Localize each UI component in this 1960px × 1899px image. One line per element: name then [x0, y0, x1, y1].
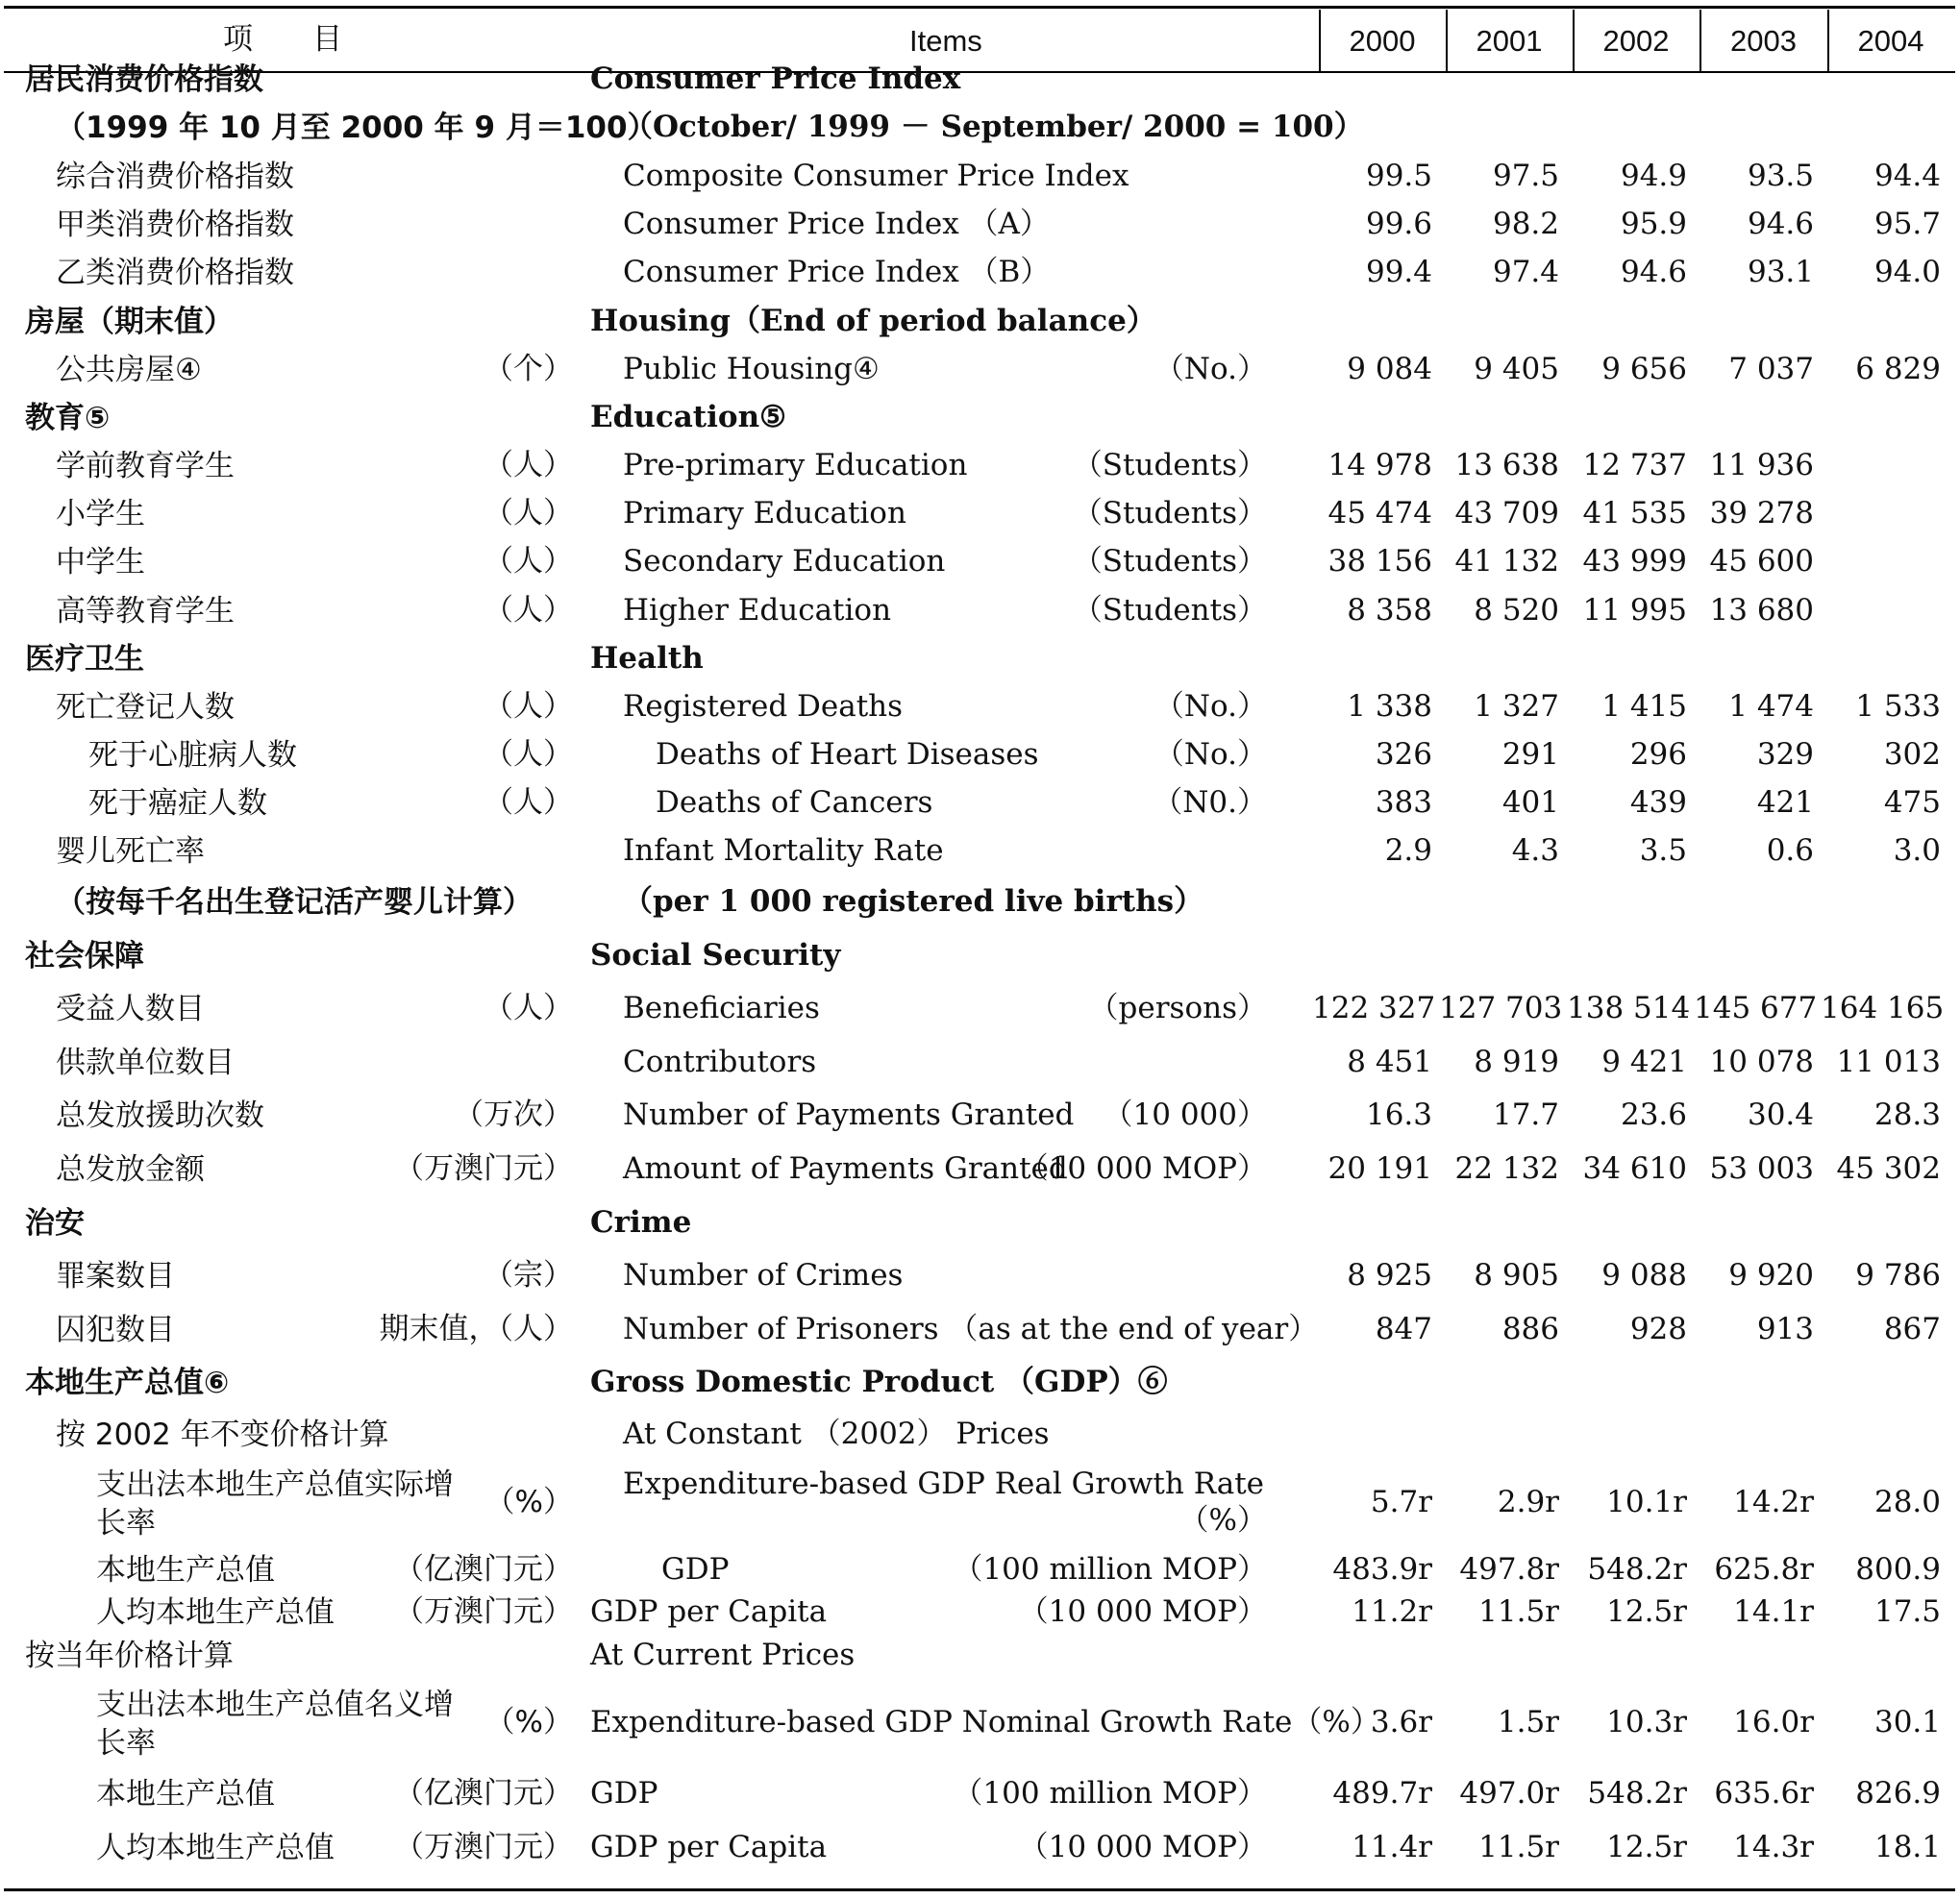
row-label-en: Number of Crimes: [623, 1258, 904, 1293]
row-unit-en: （Students）: [1072, 593, 1267, 628]
row-label-en: Health: [590, 641, 704, 676]
data-cell: 14.3r: [1733, 1830, 1814, 1864]
data-cell: 1 338: [1347, 689, 1432, 724]
row-unit-cn: （万澳门元）: [394, 1151, 573, 1186]
data-cell: 2.9: [1384, 833, 1432, 868]
row-unit-en: （10 000 MOP）: [1018, 1151, 1267, 1186]
data-cell: 94.9: [1620, 159, 1687, 193]
data-cell: 12 737: [1582, 448, 1687, 482]
row-unit-en: （persons）: [1088, 991, 1267, 1025]
row-label-cn: 供款单位数目: [56, 1046, 235, 1080]
data-cell: 329: [1756, 737, 1814, 772]
row-unit-cn: （人）: [484, 689, 573, 724]
row-label-en: Infant Mortality Rate: [623, 833, 944, 868]
data-cell: 7 037: [1728, 352, 1814, 386]
data-cell: 164 165: [1821, 991, 1945, 1025]
row-label-en: Composite Consumer Price Index: [623, 159, 1129, 193]
data-cell: 93.5: [1747, 159, 1814, 193]
data-cell: 14.1r: [1733, 1594, 1814, 1629]
data-cell: 1 474: [1728, 689, 1814, 724]
data-cell: 95.9: [1620, 207, 1687, 241]
data-cell: 8 451: [1347, 1045, 1432, 1079]
data-cell: 9 084: [1347, 352, 1432, 386]
row-label-cn: 受益人数目: [56, 992, 205, 1026]
row-label-cn: 医疗卫生: [25, 642, 144, 677]
row-label-cn: （按每千名出生登记活产婴儿计算）: [56, 885, 533, 920]
data-cell: 483.9r: [1332, 1552, 1432, 1587]
data-cell: 10 078: [1709, 1045, 1814, 1079]
data-cell: 13 638: [1454, 448, 1559, 482]
data-cell: 94.6: [1620, 255, 1687, 289]
data-cell: 41 132: [1454, 544, 1559, 579]
row-label-cn: 婴儿死亡率: [56, 834, 205, 869]
data-cell: 45 302: [1836, 1151, 1941, 1186]
row-label-en: GDP per Capita: [590, 1830, 828, 1864]
row-label-en: Pre-primary Education: [623, 448, 968, 482]
data-cell: 635.6r: [1714, 1776, 1814, 1811]
row-label-en: At Constant （2002） Prices: [623, 1417, 1050, 1451]
row-label-cn: 支出法本地生产总值名义增 长率: [96, 1688, 454, 1761]
row-label-en: Registered Deaths: [623, 689, 904, 724]
data-cell: 1 415: [1601, 689, 1687, 724]
data-cell: 383: [1375, 785, 1432, 820]
row-label-cn: 死亡登记人数: [56, 690, 235, 725]
data-cell: 302: [1883, 737, 1941, 772]
row-unit-cn: （万次）: [454, 1097, 573, 1132]
data-cell: 43 999: [1582, 544, 1687, 579]
data-cell: 39 278: [1709, 496, 1814, 530]
header-year: 2003: [1730, 24, 1797, 58]
row-label-cn: 教育⑤: [25, 401, 111, 435]
data-cell: 847: [1375, 1312, 1432, 1346]
row-label-en: Primary Education: [623, 496, 906, 530]
data-cell: 6 829: [1855, 352, 1941, 386]
data-cell: 17.5: [1873, 1594, 1941, 1629]
header-year: 2004: [1857, 24, 1924, 58]
data-cell: 11.5r: [1478, 1830, 1559, 1864]
row-label-cn: （1999 年 10 月至 2000 年 9 月＝100）: [56, 111, 657, 145]
data-cell: 13 680: [1709, 593, 1814, 628]
row-unit-cn: （万澳门元）: [394, 1594, 573, 1629]
data-cell: 497.8r: [1459, 1552, 1559, 1587]
row-label-en: Secondary Education: [623, 544, 946, 579]
data-cell: 53 003: [1709, 1151, 1814, 1186]
row-unit-cn: （人）: [484, 737, 573, 772]
data-cell: 99.6: [1365, 207, 1432, 241]
data-cell: 94.6: [1747, 207, 1814, 241]
data-cell: 9 786: [1855, 1258, 1941, 1293]
data-cell: 867: [1883, 1312, 1941, 1346]
data-cell: 11 995: [1582, 593, 1687, 628]
row-label-en: GDP: [590, 1776, 658, 1811]
row-unit-cn: （人）: [484, 496, 573, 530]
data-cell: 94.4: [1873, 159, 1941, 193]
row-unit-cn: （宗）: [484, 1258, 573, 1293]
row-label-en: Number of Prisoners （as at the end of year）: [623, 1312, 1319, 1346]
row-unit-cn: （亿澳门元）: [394, 1776, 573, 1811]
data-cell: 0.6: [1766, 833, 1814, 868]
data-cell: 16.0r: [1733, 1705, 1814, 1739]
data-cell: 45 474: [1327, 496, 1432, 530]
data-cell: 12.5r: [1606, 1594, 1687, 1629]
data-cell: 9 656: [1601, 352, 1687, 386]
row-unit-en: （10 000 MOP）: [1018, 1830, 1267, 1864]
row-unit-cn: （万澳门元）: [394, 1830, 573, 1864]
row-unit-en: （10 000 MOP）: [1018, 1594, 1267, 1629]
data-cell: 1 533: [1855, 689, 1941, 724]
row-label-en: Higher Education: [623, 593, 892, 628]
data-cell: 28.3: [1873, 1097, 1941, 1132]
header-rule: [4, 71, 1955, 73]
data-cell: 14 978: [1327, 448, 1432, 482]
row-label-cn: 支出法本地生产总值实际增 长率: [96, 1467, 454, 1541]
row-unit-cn: （人）: [484, 593, 573, 628]
data-cell: 439: [1629, 785, 1687, 820]
top-rule: [4, 6, 1955, 9]
data-cell: 497.0r: [1459, 1776, 1559, 1811]
row-unit-en: （10 000）: [1103, 1097, 1267, 1132]
data-cell: 12.5r: [1606, 1830, 1687, 1864]
header-year: 2002: [1602, 24, 1670, 58]
data-cell: 30.1: [1873, 1705, 1941, 1739]
row-label-cn: 总发放援助次数: [56, 1098, 264, 1133]
data-cell: 14.2r: [1733, 1485, 1814, 1519]
row-unit-cn: （个）: [484, 352, 573, 386]
data-cell: 401: [1501, 785, 1559, 820]
data-cell: 3.0: [1893, 833, 1941, 868]
row-label-cn: 学前教育学生: [56, 449, 235, 483]
row-label-cn: 中学生: [56, 545, 145, 580]
data-cell: 16.3: [1365, 1097, 1432, 1132]
data-cell: 3.5: [1639, 833, 1687, 868]
row-label-cn: 治安: [25, 1206, 85, 1241]
data-cell: 548.2r: [1587, 1776, 1687, 1811]
data-cell: 9 405: [1474, 352, 1559, 386]
row-label-cn: 社会保障: [25, 939, 144, 974]
row-label-cn: 本地生产总值: [96, 1777, 275, 1812]
row-unit-en: （No.）: [1154, 737, 1267, 772]
data-cell: 296: [1629, 737, 1687, 772]
data-cell: 94.0: [1873, 255, 1941, 289]
data-cell: 11 013: [1836, 1045, 1941, 1079]
data-cell: 3.6r: [1370, 1705, 1432, 1739]
row-unit-cn: （%）: [484, 1485, 573, 1519]
row-unit-en: （Students）: [1072, 448, 1267, 482]
data-cell: 99.4: [1365, 255, 1432, 289]
row-unit-cn: （人）: [484, 448, 573, 482]
row-unit-cn: （人）: [484, 991, 573, 1025]
row-label-en: Crime: [590, 1205, 692, 1240]
data-cell: 489.7r: [1332, 1776, 1432, 1811]
data-cell: 421: [1756, 785, 1814, 820]
row-label-en: Number of Payments Granted: [623, 1097, 1075, 1132]
data-cell: 2.9r: [1497, 1485, 1559, 1519]
data-cell: 11 936: [1709, 448, 1814, 482]
row-unit-cn: 期末值，（人）: [379, 1312, 573, 1346]
data-cell: 9 088: [1601, 1258, 1687, 1293]
data-cell: 22 132: [1454, 1151, 1559, 1186]
row-unit-cn: （亿澳门元）: [394, 1552, 573, 1587]
row-label-cn: 总发放金额: [56, 1152, 205, 1187]
row-label-en: Consumer Price Index （A）: [623, 207, 1050, 241]
row-label-cn: 按 2002 年不变价格计算: [56, 1418, 389, 1452]
data-cell: 8 905: [1474, 1258, 1559, 1293]
data-cell: 886: [1501, 1312, 1559, 1346]
row-label-cn: 本地生产总值: [96, 1553, 275, 1588]
row-label-en: Beneficiaries: [623, 991, 820, 1025]
row-label-en: Deaths of Cancers: [656, 785, 933, 820]
row-unit-cn: （人）: [484, 544, 573, 579]
row-label-cn: 高等教育学生: [56, 594, 235, 629]
data-cell: 548.2r: [1587, 1552, 1687, 1587]
data-cell: 17.7: [1492, 1097, 1559, 1132]
data-cell: 28.0: [1873, 1485, 1941, 1519]
data-cell: 9 421: [1601, 1045, 1687, 1079]
row-unit-cn: （%）: [484, 1705, 573, 1739]
data-cell: 826.9: [1855, 1776, 1941, 1811]
data-cell: 8 919: [1474, 1045, 1559, 1079]
data-cell: 23.6: [1620, 1097, 1687, 1132]
row-label-cn: 囚犯数目: [56, 1313, 175, 1347]
row-label-cn: 公共房屋④: [56, 353, 202, 387]
data-cell: 326: [1375, 737, 1432, 772]
row-label-en: At Current Prices: [590, 1638, 856, 1672]
row-label-en: Housing（End of period balance）: [590, 304, 1156, 338]
data-cell: 8 925: [1347, 1258, 1432, 1293]
data-cell: 138 514: [1567, 991, 1691, 1025]
data-cell: 800.9: [1855, 1552, 1941, 1587]
data-cell: 93.1: [1747, 255, 1814, 289]
row-unit-en: （Students）: [1072, 544, 1267, 579]
row-label-cn: 罪案数目: [56, 1259, 175, 1294]
data-cell: 38 156: [1327, 544, 1432, 579]
data-cell: 20 191: [1327, 1151, 1432, 1186]
data-cell: 11.2r: [1352, 1594, 1432, 1629]
data-cell: 1 327: [1474, 689, 1559, 724]
data-cell: 99.5: [1365, 159, 1432, 193]
data-cell: 43 709: [1454, 496, 1559, 530]
row-label-cn: 本地生产总值⑥: [25, 1366, 230, 1400]
data-cell: 1.5r: [1497, 1705, 1559, 1739]
data-cell: 30.4: [1747, 1097, 1814, 1132]
row-label-en: Expenditure-based GDP Real Growth Rate: [623, 1467, 1265, 1501]
row-label-en: Deaths of Heart Diseases: [656, 737, 1039, 772]
row-label-cn: 甲类消费价格指数: [56, 208, 294, 242]
row-label-cn: 人均本地生产总值: [96, 1595, 335, 1630]
data-cell: 10.1r: [1606, 1485, 1687, 1519]
header-items-en: Items: [909, 24, 982, 58]
data-cell: 8 520: [1474, 593, 1559, 628]
data-cell: 97.4: [1492, 255, 1559, 289]
data-cell: 97.5: [1492, 159, 1559, 193]
row-label-en: Education⑤: [590, 400, 786, 434]
row-label-en: Contributors: [623, 1045, 817, 1079]
row-label-cn: 乙类消费价格指数: [56, 256, 294, 290]
header-year: 2000: [1349, 24, 1416, 58]
row-label-cn: 小学生: [56, 497, 145, 531]
data-cell: 475: [1883, 785, 1941, 820]
data-cell: 127 703: [1439, 991, 1563, 1025]
data-cell: 8 358: [1347, 593, 1432, 628]
row-unit-en: （N0.）: [1153, 785, 1267, 820]
data-cell: 10.3r: [1606, 1705, 1687, 1739]
header-items-cn: 项 目: [223, 22, 342, 56]
row-unit-en: （%）: [1178, 1503, 1267, 1538]
data-cell: 11.4r: [1352, 1830, 1432, 1864]
row-label-en: （October/ 1999 － September/ 2000 = 100）: [623, 110, 1364, 144]
data-cell: 145 677: [1694, 991, 1818, 1025]
row-label-cn: 按当年价格计算: [25, 1639, 234, 1673]
data-cell: 34 610: [1582, 1151, 1687, 1186]
row-label-en: （per 1 000 registered live births）: [623, 884, 1204, 919]
data-cell: 625.8r: [1714, 1552, 1814, 1587]
row-unit-en: （100 million MOP）: [953, 1776, 1267, 1811]
row-label-en: Consumer Price Index: [590, 62, 961, 96]
row-label-cn: 房屋（期末值）: [25, 305, 234, 339]
row-label-cn: 综合消费价格指数: [56, 160, 294, 194]
data-cell: 41 535: [1582, 496, 1687, 530]
row-label-en: GDP per Capita: [590, 1594, 828, 1629]
row-label-cn: 死于癌症人数: [88, 786, 267, 821]
row-unit-en: （Students）: [1072, 496, 1267, 530]
row-label-en: Consumer Price Index （B）: [623, 255, 1051, 289]
row-label-en: Expenditure-based GDP Nominal Growth Rate（%）: [590, 1705, 1380, 1739]
data-cell: 9 920: [1728, 1258, 1814, 1293]
row-label-en: Social Security: [590, 938, 841, 973]
data-cell: 291: [1501, 737, 1559, 772]
row-label-en: GDP: [661, 1552, 730, 1587]
data-cell: 95.7: [1873, 207, 1941, 241]
data-cell: 5.7r: [1370, 1485, 1432, 1519]
row-label-cn: 死于心脏病人数: [88, 738, 297, 773]
data-cell: 913: [1756, 1312, 1814, 1346]
row-unit-cn: （人）: [484, 785, 573, 820]
row-label-en: Public Housing④: [623, 352, 880, 386]
row-label-cn: 居民消费价格指数: [25, 62, 263, 97]
data-cell: 98.2: [1492, 207, 1559, 241]
row-label-cn: 人均本地生产总值: [96, 1831, 335, 1865]
row-label-en: Gross Domestic Product （GDP）⑥: [590, 1365, 1168, 1399]
data-cell: 928: [1629, 1312, 1687, 1346]
bottom-rule: [4, 1888, 1955, 1891]
data-cell: 11.5r: [1478, 1594, 1559, 1629]
data-cell: 18.1: [1873, 1830, 1941, 1864]
row-unit-en: （No.）: [1154, 352, 1267, 386]
data-cell: 45 600: [1709, 544, 1814, 579]
row-unit-en: （100 million MOP）: [953, 1552, 1267, 1587]
header-year: 2001: [1476, 24, 1543, 58]
data-cell: 122 327: [1312, 991, 1436, 1025]
row-label-en: Amount of Payments Granted: [623, 1151, 1068, 1186]
data-cell: 4.3: [1511, 833, 1559, 868]
row-unit-en: （No.）: [1154, 689, 1267, 724]
